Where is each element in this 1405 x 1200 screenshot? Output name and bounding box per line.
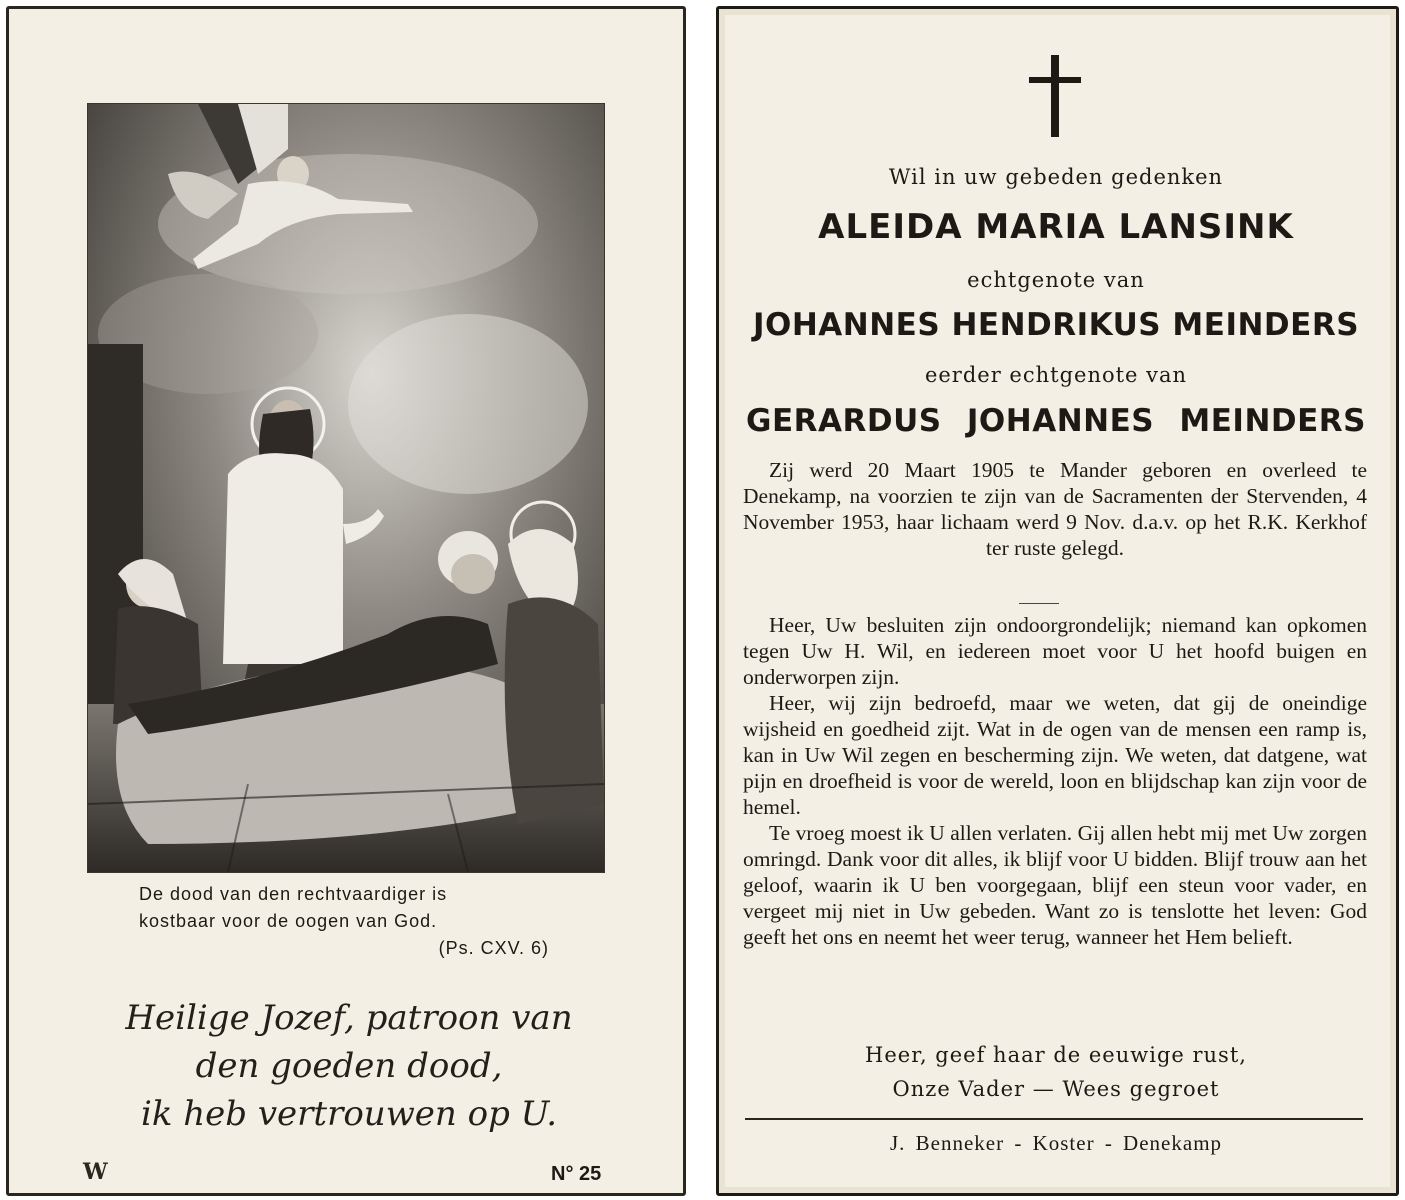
meditation-paragraph-3: Te vroeg moest ik U allen verlaten. Gij allen hebt mij met Uw zorgen omringd. Dank voor dit alles, ik blijf voor U bidden. Blijf trouw aan het geloof, waarin ik U ben voorgegaan, blijf een steun voor vader, en vergeet mij niet in Uw gebeden. Want zo is tenslotte het leven: God geeft het ons en neemt het weer terug, wanneer het Hem belieft. [743, 821, 1367, 949]
closing-prayer: Heer, geef haar de eeuwige rust, [865, 1043, 1247, 1067]
caption-line-2: kostbaar voor de oogen van God. [139, 911, 438, 931]
printer-footer: J. Benneker - Koster - Denekamp [889, 1131, 1223, 1155]
spouse-intro: echtgenote van [967, 268, 1145, 292]
remembrance-intro: Wil in uw gebeden gedenken [888, 165, 1224, 189]
memorial-card-text [716, 6, 1399, 1196]
biography-paragraph [743, 457, 1367, 561]
meditation-text [743, 612, 1367, 950]
memorial-card-front [6, 6, 686, 1196]
prayer-line-3: ik heb vertrouwen op U. [140, 1094, 558, 1134]
saint-joseph-prayer [69, 994, 629, 1138]
separator-line [1019, 603, 1059, 604]
caption-line-1: De dood van den rechtvaardiger is [139, 884, 448, 904]
closing-prayers-names: Onze Vader — Wees gegroet [892, 1077, 1220, 1101]
scripture-caption [139, 881, 549, 962]
illustration-art [88, 104, 604, 872]
prayer-line-2: den goeden dood, [195, 1046, 503, 1086]
cross-icon [1025, 53, 1085, 139]
scripture-reference: (Ps. CXV. 6) [438, 938, 549, 958]
deathbed-illustration [87, 103, 605, 873]
meditation-paragraph-1: Heer, Uw besluiten zijn ondoorgrondelijk; niemand kan opkomen tegen Uw H. Wil, en iedereen moet voor U het hoofd buigen en onderworpen zijn. [743, 613, 1367, 689]
footer-rule [745, 1118, 1363, 1120]
biography-text: Zij werd 20 Maart 1905 te Mander geboren en overleed te Denekamp, na voorzien te zijn van de Sacramenten der Stervenden, 4 November 1953, haar lichaam werd 9 Nov. d.a.v. op het R.K. Kerkhof ter ruste gelegd. [743, 458, 1367, 560]
former-spouse-intro: eerder echtgenote van [924, 363, 1188, 387]
spouse-name: JOHANNES HENDRIKUS MEINDERS [752, 307, 1360, 343]
former-spouse-name: GERARDUS JOHANNES MEINDERS [746, 403, 1366, 439]
meditation-paragraph-2: Heer, wij zijn bedroefd, maar we weten, dat gij de oneindige wijsheid en goedheid zijt. Wat in de ogen van de mensen een ramp is, kan in Uw Wil zegen en bescherming zijn. We weten, dat datgene, wat pijn en droefheid is voor de wereld, loon en blijdschap kan zijn voor de hemel. [743, 691, 1367, 819]
printer-logo: W [83, 1159, 108, 1185]
card-number: N° 25 [551, 1163, 602, 1185]
deceased-name: ALEIDA MARIA LANSINK [818, 207, 1294, 247]
prayer-line-1: Heilige Jozef, patroon van [125, 998, 573, 1038]
